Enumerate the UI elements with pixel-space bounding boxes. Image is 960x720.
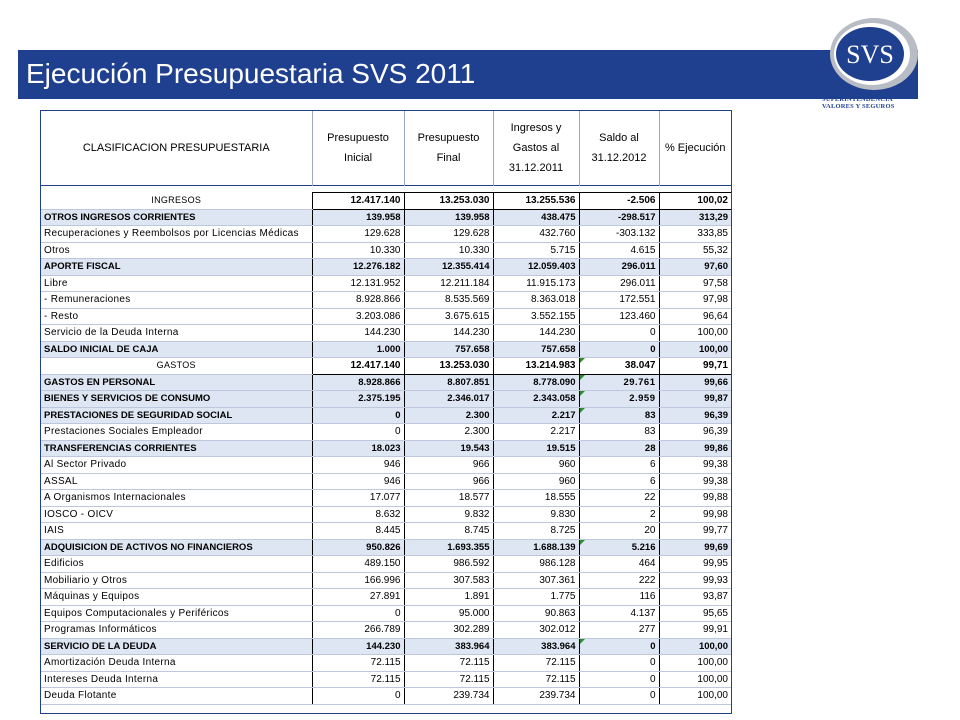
cell-value: 100,00	[659, 688, 731, 705]
row-label: BIENES Y SERVICIOS DE CONSUMO	[41, 391, 312, 408]
cell-value: 100,00	[659, 638, 731, 655]
cell-value: 100,00	[659, 671, 731, 688]
cell-value: 8.725	[493, 523, 579, 540]
cell-value: 296.011	[579, 275, 659, 292]
table-body	[41, 193, 731, 705]
cell-value: -298.517	[579, 209, 659, 226]
cell-value: 90.863	[493, 605, 579, 622]
cell-value: 2.959	[579, 391, 659, 408]
cell-value: -2.506	[579, 193, 659, 210]
cell-value: 99,91	[659, 622, 731, 639]
cell-value: 72.115	[493, 655, 579, 672]
cell-value: 0	[312, 424, 404, 441]
category-row	[41, 209, 731, 226]
cell-value: 307.583	[404, 572, 493, 589]
cell-value: 100,00	[659, 655, 731, 672]
cell-value: 12.211.184	[404, 275, 493, 292]
cell-value: 4.137	[579, 605, 659, 622]
cell-value: 432.760	[493, 226, 579, 243]
table-row	[41, 325, 731, 342]
row-label: A Organismos Internacionales	[41, 490, 312, 507]
cell-value: 0	[312, 407, 404, 424]
cell-value: 3.675.615	[404, 308, 493, 325]
table-row	[41, 556, 731, 573]
cell-value: 3.552.155	[493, 308, 579, 325]
category-row	[41, 341, 731, 358]
budget-table	[41, 111, 731, 705]
cell-value: 986.592	[404, 556, 493, 573]
cell-value: 302.012	[493, 622, 579, 639]
cell-value: 960	[493, 473, 579, 490]
table-row	[41, 506, 731, 523]
row-label: Al Sector Privado	[41, 457, 312, 474]
cell-value: 307.361	[493, 572, 579, 589]
cell-value: 129.628	[404, 226, 493, 243]
cell-value: 99,95	[659, 556, 731, 573]
table-row	[41, 275, 731, 292]
cell-value: 99,69	[659, 539, 731, 556]
cell-value: 72.115	[493, 671, 579, 688]
category-row	[41, 374, 731, 391]
row-label: Amortización Deuda Interna	[41, 655, 312, 672]
cell-value: 0	[312, 605, 404, 622]
cell-value: 97,58	[659, 275, 731, 292]
cell-value: 950.826	[312, 539, 404, 556]
cell-value: -303.132	[579, 226, 659, 243]
cell-value: 144.230	[312, 325, 404, 342]
row-label: PRESTACIONES DE SEGURIDAD SOCIAL	[41, 407, 312, 424]
row-label: Libre	[41, 275, 312, 292]
row-label: Equipos Computacionales y Periféricos	[41, 605, 312, 622]
cell-value: 2.375.195	[312, 391, 404, 408]
page-title: Ejecución Presupuestaria SVS 2011	[26, 58, 476, 89]
row-label: - Resto	[41, 308, 312, 325]
cell-value: 946	[312, 457, 404, 474]
cell-value: 99,88	[659, 490, 731, 507]
table-row	[41, 292, 731, 309]
cell-value: 99,93	[659, 572, 731, 589]
cell-value: 6	[579, 473, 659, 490]
row-label: Recuperaciones y Reembolsos por Licencias Médicas	[41, 226, 312, 243]
table-row	[41, 308, 731, 325]
cell-value: 966	[404, 473, 493, 490]
cell-value: 12.355.414	[404, 259, 493, 276]
cell-value: 95,65	[659, 605, 731, 622]
cell-value: 9.832	[404, 506, 493, 523]
cell-value: 28	[579, 440, 659, 457]
row-label: INGRESOS	[41, 193, 312, 210]
cell-value: 99,87	[659, 391, 731, 408]
cell-value: 10.330	[404, 242, 493, 259]
cell-value: 2.217	[493, 407, 579, 424]
cell-value: 144.230	[312, 638, 404, 655]
cell-value: 0	[579, 671, 659, 688]
category-row	[41, 539, 731, 556]
cell-value: 144.230	[404, 325, 493, 342]
cell-value: 9.830	[493, 506, 579, 523]
cell-value: 6	[579, 457, 659, 474]
cell-value: 757.658	[404, 341, 493, 358]
cell-value: 1.693.355	[404, 539, 493, 556]
cell-value: 12.417.140	[312, 193, 404, 210]
section-total-row	[41, 358, 731, 375]
table-row	[41, 226, 731, 243]
cell-value: 464	[579, 556, 659, 573]
cell-value: 13.253.030	[404, 358, 493, 375]
row-label: Intereses Deuda Interna	[41, 671, 312, 688]
cell-value: 8.363.018	[493, 292, 579, 309]
cell-value: 986.128	[493, 556, 579, 573]
row-label: Otros	[41, 242, 312, 259]
cell-value: 383.964	[404, 638, 493, 655]
cell-value: 99,98	[659, 506, 731, 523]
cell-value: 172.551	[579, 292, 659, 309]
col-header-clasificacion: CLASIFICACION PRESUPUESTARIA	[82, 142, 270, 154]
cell-value: 8.928.866	[312, 374, 404, 391]
table-row	[41, 457, 731, 474]
cell-value: 277	[579, 622, 659, 639]
cell-value: 72.115	[312, 671, 404, 688]
cell-value: 8.778.090	[493, 374, 579, 391]
cell-value: 2.300	[404, 424, 493, 441]
row-label: IAIS	[41, 523, 312, 540]
cell-value: 222	[579, 572, 659, 589]
logo-subtitle-line2: VALORES Y SEGUROS	[822, 103, 895, 110]
row-label: IOSCO - OICV	[41, 506, 312, 523]
cell-value: 13.253.030	[404, 193, 493, 210]
cell-value: 12.276.182	[312, 259, 404, 276]
cell-value: 239.734	[404, 688, 493, 705]
cell-value: 99,38	[659, 457, 731, 474]
row-label: Servicio de la Deuda Interna	[41, 325, 312, 342]
table-row	[41, 473, 731, 490]
table-row	[41, 671, 731, 688]
row-label: ADQUISICION DE ACTIVOS NO FINANCIEROS	[41, 539, 312, 556]
cell-value: 333,85	[659, 226, 731, 243]
row-label: APORTE FISCAL	[41, 259, 312, 276]
cell-value: 2.217	[493, 424, 579, 441]
logo-subtitle-line1: SUPERINTENDENCIA	[822, 96, 893, 103]
svs-logo	[822, 16, 942, 116]
row-label: SERVICIO DE LA DEUDA	[41, 638, 312, 655]
cell-value: 8.535.569	[404, 292, 493, 309]
cell-value: 99,66	[659, 374, 731, 391]
cell-value: 27.891	[312, 589, 404, 606]
table-row	[41, 589, 731, 606]
cell-value: 96,39	[659, 424, 731, 441]
category-row	[41, 391, 731, 408]
cell-value: 266.789	[312, 622, 404, 639]
cell-value: 18.555	[493, 490, 579, 507]
cell-value: 2.346.017	[404, 391, 493, 408]
cell-value: 99,71	[659, 358, 731, 375]
cell-value: 96,39	[659, 407, 731, 424]
cell-value: 19.515	[493, 440, 579, 457]
cell-value: 8.445	[312, 523, 404, 540]
col-header-saldo: Saldo al 31.12.2012	[579, 111, 659, 186]
cell-value: 2.300	[404, 407, 493, 424]
cell-value: 99,77	[659, 523, 731, 540]
row-label: ASSAL	[41, 473, 312, 490]
col-header-presupuesto-final: Presupuesto Final	[404, 111, 493, 186]
cell-value: 438.475	[493, 209, 579, 226]
cell-value: 946	[312, 473, 404, 490]
table-row	[41, 688, 731, 705]
col-header-ingresos-gastos: Ingresos y Gastos al 31.12.2011	[493, 111, 579, 186]
cell-value: 22	[579, 490, 659, 507]
col-header-ejecucion: % Ejecución	[659, 111, 731, 186]
table-row	[41, 242, 731, 259]
cell-value: 8.928.866	[312, 292, 404, 309]
cell-value: 11.915.173	[493, 275, 579, 292]
row-label: GASTOS	[41, 358, 312, 375]
cell-value: 83	[579, 424, 659, 441]
cell-value: 100,00	[659, 341, 731, 358]
cell-value: 83	[579, 407, 659, 424]
cell-value: 1.688.139	[493, 539, 579, 556]
cell-value: 0	[579, 325, 659, 342]
cell-value: 296.011	[579, 259, 659, 276]
table-header-row	[41, 111, 731, 186]
cell-value: 72.115	[312, 655, 404, 672]
cell-value: 1.891	[404, 589, 493, 606]
row-label: Prestaciones Sociales Empleador	[41, 424, 312, 441]
row-label: SALDO INICIAL DE CAJA	[41, 341, 312, 358]
svs-logo-mark	[822, 16, 942, 96]
cell-value: 489.150	[312, 556, 404, 573]
cell-value: 966	[404, 457, 493, 474]
cell-value: 383.964	[493, 638, 579, 655]
cell-value: 97,60	[659, 259, 731, 276]
budget-table-container	[40, 110, 732, 714]
table-row	[41, 622, 731, 639]
cell-value: 0	[579, 688, 659, 705]
cell-value: 144.230	[493, 325, 579, 342]
row-label: TRANSFERENCIAS CORRIENTES	[41, 440, 312, 457]
row-label: Deuda Flotante	[41, 688, 312, 705]
logo-text: SVS	[846, 40, 894, 69]
cell-value: 8.745	[404, 523, 493, 540]
logo-subtitle	[822, 96, 942, 110]
cell-value: 12.059.403	[493, 259, 579, 276]
cell-value: 19.543	[404, 440, 493, 457]
row-label: Programas Informáticos	[41, 622, 312, 639]
row-label: GASTOS EN PERSONAL	[41, 374, 312, 391]
cell-value: 139.958	[312, 209, 404, 226]
cell-value: 100,00	[659, 325, 731, 342]
cell-value: 239.734	[493, 688, 579, 705]
table-row	[41, 490, 731, 507]
cell-value: 95.000	[404, 605, 493, 622]
cell-value: 99,86	[659, 440, 731, 457]
cell-value: 100,02	[659, 193, 731, 210]
row-label: - Remuneraciones	[41, 292, 312, 309]
category-row	[41, 259, 731, 276]
cell-value: 72.115	[404, 655, 493, 672]
cell-value: 1.000	[312, 341, 404, 358]
row-label: OTROS INGRESOS CORRIENTES	[41, 209, 312, 226]
cell-value: 72.115	[404, 671, 493, 688]
cell-value: 0	[579, 638, 659, 655]
row-label: Mobiliario y Otros	[41, 572, 312, 589]
category-row	[41, 440, 731, 457]
row-label: Máquinas y Equipos	[41, 589, 312, 606]
cell-value: 4.615	[579, 242, 659, 259]
cell-value: 2.343.058	[493, 391, 579, 408]
cell-value: 13.255.536	[493, 193, 579, 210]
cell-value: 116	[579, 589, 659, 606]
table-row	[41, 605, 731, 622]
cell-value: 12.417.140	[312, 358, 404, 375]
cell-value: 0	[579, 341, 659, 358]
cell-value: 757.658	[493, 341, 579, 358]
row-label: Edificios	[41, 556, 312, 573]
cell-value: 0	[312, 688, 404, 705]
cell-value: 166.996	[312, 572, 404, 589]
cell-value: 55,32	[659, 242, 731, 259]
cell-value: 123.460	[579, 308, 659, 325]
col-header-presupuesto-inicial: Presupuesto Inicial	[312, 111, 404, 186]
cell-value: 97,98	[659, 292, 731, 309]
cell-value: 139.958	[404, 209, 493, 226]
cell-value: 99,38	[659, 473, 731, 490]
cell-value: 18.023	[312, 440, 404, 457]
cell-value: 3.203.086	[312, 308, 404, 325]
cell-value: 13.214.983	[493, 358, 579, 375]
cell-value: 17.077	[312, 490, 404, 507]
cell-value: 12.131.952	[312, 275, 404, 292]
cell-value: 960	[493, 457, 579, 474]
cell-value: 0	[579, 655, 659, 672]
cell-value: 96,64	[659, 308, 731, 325]
cell-value: 8.807.851	[404, 374, 493, 391]
cell-value: 313,29	[659, 209, 731, 226]
table-row	[41, 572, 731, 589]
cell-value: 2	[579, 506, 659, 523]
table-row	[41, 424, 731, 441]
cell-value: 93,87	[659, 589, 731, 606]
category-row	[41, 638, 731, 655]
cell-value: 38.047	[579, 358, 659, 375]
cell-value: 5.715	[493, 242, 579, 259]
section-total-row	[41, 193, 731, 210]
cell-value: 10.330	[312, 242, 404, 259]
category-row	[41, 407, 731, 424]
cell-value: 20	[579, 523, 659, 540]
cell-value: 29.761	[579, 374, 659, 391]
cell-value: 18.577	[404, 490, 493, 507]
cell-value: 5.216	[579, 539, 659, 556]
cell-value: 302.289	[404, 622, 493, 639]
title-bar	[18, 50, 918, 99]
table-row	[41, 655, 731, 672]
cell-value: 1.775	[493, 589, 579, 606]
cell-value: 129.628	[312, 226, 404, 243]
cell-value: 8.632	[312, 506, 404, 523]
table-row	[41, 523, 731, 540]
